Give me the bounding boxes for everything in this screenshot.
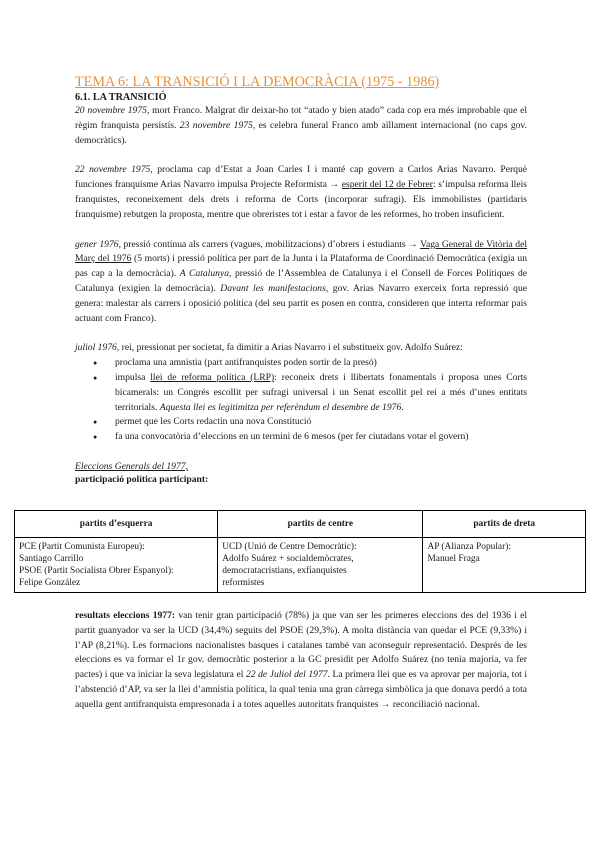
list-item: ● impulsa llei de reforma política (LRP): reconeix drets i llibertats fonamentals i proposa unes Corts bicamerals: un Congrés escollit per sufragi universal i un Senat escollit pel rei a més d’unes entitats territorials. Aquesta llei es legitimitza per referèndum el desembre de 1976. bbox=[105, 371, 527, 415]
list-item: ● fa una convocatòria d’eleccions en un termini de 6 mesos (per fer ciutadans votar el govern) bbox=[105, 430, 527, 445]
elections-heading: Eleccions Generals del 1977, bbox=[75, 460, 188, 472]
cell-center-parties: UCD (Unió de Centre Democràtic): Adolfo Suárez + socialdemòcrates, democratacristians, exfianquistes reformistes bbox=[218, 538, 423, 593]
suarez-measures-list bbox=[75, 356, 527, 445]
paragraph-election-results: resultats eleccions 1977: van tenir gran participació (78%) ja que van ser les primeres eleccions des del 1936 i el partit guanyador va ser la UCD (34,4%) seguits del PSOE (29,3%). A molta distància van quedar el PCE (9,33%) i l’AP (8,21%). Les formacions nacionalistes basques i catalanes també van aconseguir representació. Després de les eleccions es va formar el 1r gov. democràtic posterior a la GC presidit per Adolfo Suárez (no tenia majoria, va fer pactes) i que va iniciar la seva legislatura el 22 de Juliol del 1977. La primera llei que es va aprovar per majoria, tot i l’abstenció d’AP, va ser la llei d’amnistia política, la qual tenia una gran càrrega simbòlica ja que donava perdó a tota aquella gent antifranquista empresonada i a totes aquelles autoritats franquistes → reconciliació nacional. bbox=[75, 610, 528, 710]
header-left-parties: partits d’esquerra bbox=[15, 511, 218, 538]
paragraph-mobilizations: gener 1976, pressió contínua als carrers (vagues, mobilitzacions) d’obrers i estudiants → Vaga General de Vitòria del Març del 1976 (5 morts) i pressió política per part de la Junta i la Plataforma de Coordinació Democràtica (exigia un pas cap a la democràcia). A Catalunya, pressió de l’Assemblea de Catalunya i el Consell de Forces Polítiques de Catalunya (exigien la democràcia). Davant les manifestacions, gov. Arias Navarro exerceix forta repressió que genera: malestar als carrers i oposició política (del seu partit es posen en contra, consideren que interta reformar país actuant com Franco). bbox=[75, 238, 528, 324]
paragraph-arias-navarro: 22 novembre 1975, proclama cap d’Estat a Joan Carles I i manté cap govern a Carlos Arias Navarro. Perquè funciones franquisme Arias Navarro impulsa Projecte Reformista → esperit del 12 de Febrer: s’impulsa reforma lleis franquistes, reconeixement dels drets i reforma de Corts (incorporar sufragi). Els immobilistes (partidaris franquisme) rebutgen la proposta, mentre que obreristes tot i estar a favor de les reformes, ho troben insuficient. bbox=[75, 164, 528, 220]
header-right-parties: partits de dreta bbox=[423, 511, 586, 538]
section-heading: 6.1. LA TRANSICIÓ bbox=[75, 92, 167, 103]
paragraph-suarez: juliol 1976, rei, pressionat per societat, fa dimitir a Arias Navarro i el substitueix gov. Adolfo Suárez: bbox=[75, 342, 463, 354]
cell-right-parties: AP (Alianza Popular): Manuel Fraga bbox=[423, 538, 586, 593]
underlined-term: Vaga General de Vitòria del Març del 1976 bbox=[75, 238, 527, 265]
table-row bbox=[15, 538, 586, 593]
paragraph-franco-death: 20 novembre 1975, mort Franco. Malgrat dir deixar-ho tot “atado y bien atado” cada cop era més improbable que el règim franquista persistís. 23 novembre 1975, es celebra funeral Franco amb aïllament internacional (no caps gov. democràtics). bbox=[75, 105, 527, 146]
table-header-row bbox=[15, 511, 586, 538]
list-item: ● proclama una amnistia (part antifranquistes poden sortir de la presó) bbox=[105, 356, 527, 371]
underlined-term: esperit del 12 de Febrer bbox=[341, 179, 433, 191]
header-center-parties: partits de centre bbox=[218, 511, 423, 538]
elections-subheading: participació política participant: bbox=[75, 473, 209, 485]
parties-table bbox=[14, 510, 586, 593]
list-item: ● permet que les Corts redactin una nova Constitució bbox=[105, 415, 527, 430]
cell-left-parties: PCE (Partit Comunista Europeu): Santiago Carrillo PSOE (Partit Socialista Obrer Espanyol): Felipe González bbox=[15, 538, 218, 593]
document-body bbox=[75, 74, 527, 486]
results-section bbox=[75, 609, 527, 713]
document-title: TEMA 6: LA TRANSICIÓ I LA DEMOCRÀCIA (1975 - 1986) bbox=[75, 74, 440, 90]
